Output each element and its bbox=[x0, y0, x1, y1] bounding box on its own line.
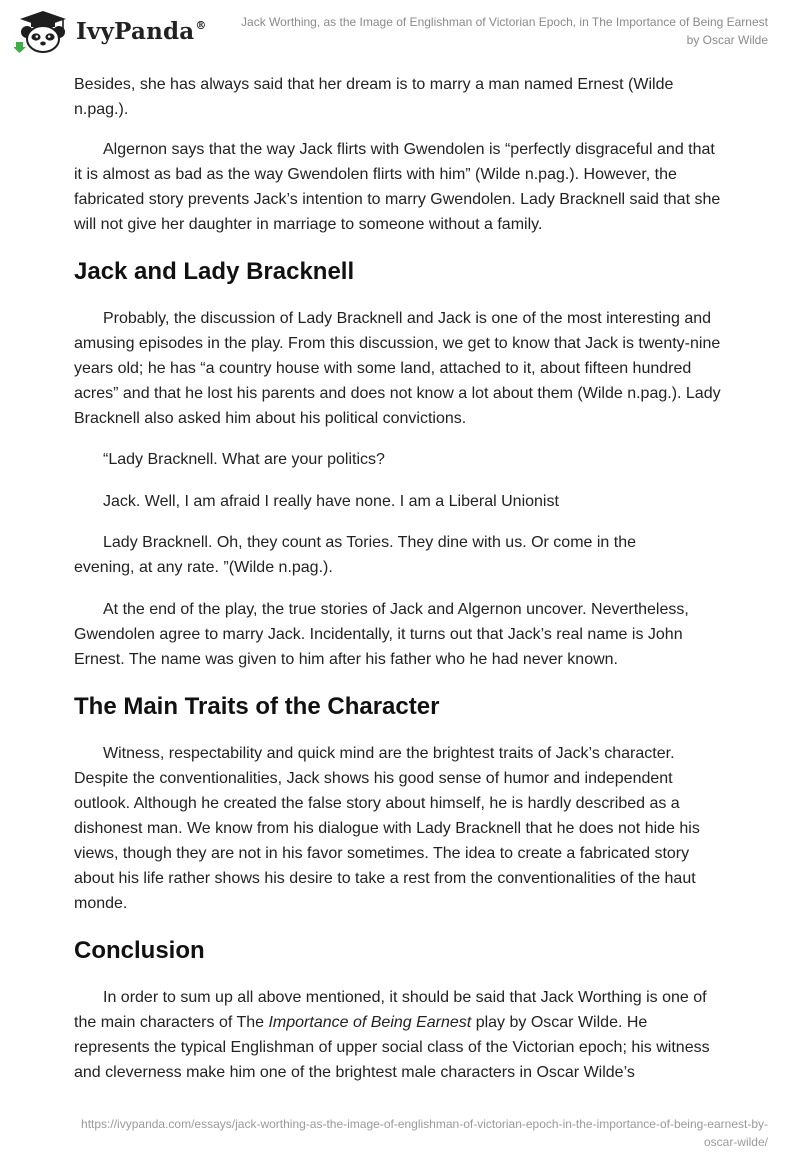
section-heading-main-traits: The Main Traits of the Character bbox=[74, 693, 440, 720]
document-title-line: Jack Worthing, as the Image of Englishman of Victorian Epoch, in The Importance of Being Earnest bbox=[241, 15, 768, 29]
panda-graduate-icon bbox=[14, 8, 72, 54]
essay-body bbox=[74, 72, 724, 1085]
dialogue-quote: “Lady Bracknell. What are your politics? bbox=[103, 451, 385, 468]
paragraph: Besides, she has always said that her dream is to marry a man named Ernest (Wilde n.pag.). bbox=[74, 76, 674, 118]
paragraph: Algernon says that the way Jack flirts with Gwendolen is “perfectly disgraceful and that it is almost as bad as the way Gwendolen flirts with him” (Wilde n.pag.). However, the fabricated story prevents Jack’s intention to marry Gwendolen. Lady Bracknell said that she will not give her daughter in marriage to someone without a family. bbox=[74, 141, 721, 233]
paragraph: Witness, respectability and quick mind are the brightest traits of Jack’s character. Despite the conventionalities, Jack shows his good sense of humor and independent outlook. Although he created the false story about himself, he is hardly described as a dishonest man. We know from his dialogue with Lady Bracknell that he does not hide his views, though they are not in his favor sometimes. The idea to create a fabricated story about his life rather shows his desire to take a rest from the conventionalities of the haut monde. bbox=[74, 745, 700, 912]
source-url-line: https://ivypanda.com/essays/jack-worthing-as-the-image-of-englishman-of-victorian-epoch-in-the-importance-of-being-earnest-by- bbox=[81, 1117, 768, 1131]
source-url-line: oscar-wilde/ bbox=[703, 1135, 768, 1149]
dialogue-quote bbox=[74, 530, 724, 580]
paragraph: At the end of the play, the true stories of Jack and Algernon uncover. Nevertheless, Gwendolen agree to marry Jack. Incidentally, it turns out that Jack’s real name is John Ernest. The name was given to him after his father who he had never known. bbox=[74, 601, 689, 668]
ivypanda-logo[interactable] bbox=[14, 8, 207, 54]
source-url[interactable] bbox=[28, 1115, 768, 1151]
logo-wordmark: IvyPanda® bbox=[76, 17, 207, 45]
dialogue-quote-line: Lady Bracknell. Oh, they count as Tories. They dine with us. Or come in the bbox=[103, 534, 637, 551]
dialogue-quote: Jack. Well, I am afraid I really have none. I am a Liberal Unionist bbox=[103, 493, 559, 510]
document-author-line: by Oscar Wilde bbox=[686, 33, 768, 47]
document-title bbox=[228, 13, 768, 49]
paragraph: In order to sum up all above mentioned, it should be said that Jack Worthing is one of the main characters of The Importance of Being Earnest play by Oscar Wilde. He represents the typical Englishman of upper social class of the Victorian epoch; his witness and cleverness make him one of the brightest male characters in Oscar Wilde’s bbox=[74, 989, 710, 1081]
dialogue-quote-line: evening, at any rate. ”(Wilde n.pag.). bbox=[74, 559, 333, 576]
play-title-italic: Importance of Being Earnest bbox=[268, 1014, 472, 1031]
paragraph: Probably, the discussion of Lady Bracknell and Jack is one of the most interesting and amusing episodes in the play. From this discussion, we get to know that Jack is twenty-nine years old; he has “a country house with some land, attached to it, about fifteen hundred acres” and that he lost his parents and does not know a lot about them (Wilde n.pag.). Lady Bracknell also asked him about his political convictions. bbox=[74, 310, 721, 427]
section-heading-conclusion: Conclusion bbox=[74, 937, 205, 964]
section-heading-jack-and-lady-bracknell: Jack and Lady Bracknell bbox=[74, 258, 355, 285]
page-header bbox=[0, 0, 800, 60]
